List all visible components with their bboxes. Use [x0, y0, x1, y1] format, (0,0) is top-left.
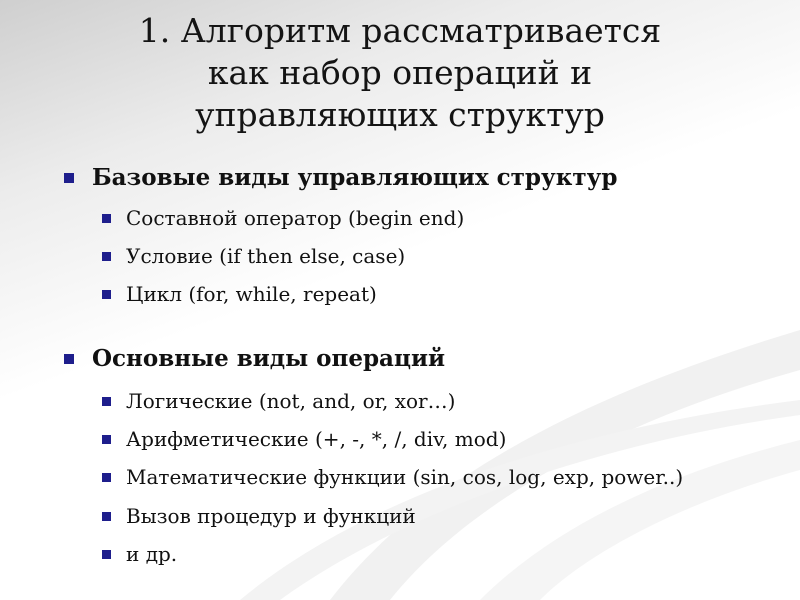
item-bullet-icon: [102, 214, 111, 223]
list-item: Математические функции (sin, cos, log, exp, power..): [126, 465, 684, 489]
item-bullet-icon: [102, 435, 111, 444]
item-bullet-icon: [102, 290, 111, 299]
list-item: Логические (not, and, or, xor…): [126, 389, 456, 413]
item-bullet-icon: [102, 550, 111, 559]
list-item: Цикл (for, while, repeat): [126, 282, 377, 306]
list-item: Вызов процедур и функций: [126, 504, 416, 528]
item-bullet-icon: [102, 512, 111, 521]
item-bullet-icon: [102, 473, 111, 482]
title-line-3: управляющих структур: [195, 95, 605, 134]
list-item: Арифметические (+, -, *, /, div, mod): [126, 427, 507, 451]
section-heading-control-structures: Базовые виды управляющих структур: [92, 164, 618, 191]
section-bullet-icon: [64, 354, 74, 364]
title-line-2: как набор операций и: [207, 53, 593, 92]
item-bullet-icon: [102, 252, 111, 261]
item-bullet-icon: [102, 397, 111, 406]
list-item: и др.: [126, 542, 178, 566]
list-item: Составной оператор (begin end): [126, 206, 465, 230]
title-line-1: 1. Алгоритм рассматривается: [138, 11, 662, 50]
section-heading-operations: Основные виды операций: [92, 345, 446, 372]
section-bullet-icon: [64, 173, 74, 183]
list-item: Условие (if then else, case): [126, 244, 406, 268]
